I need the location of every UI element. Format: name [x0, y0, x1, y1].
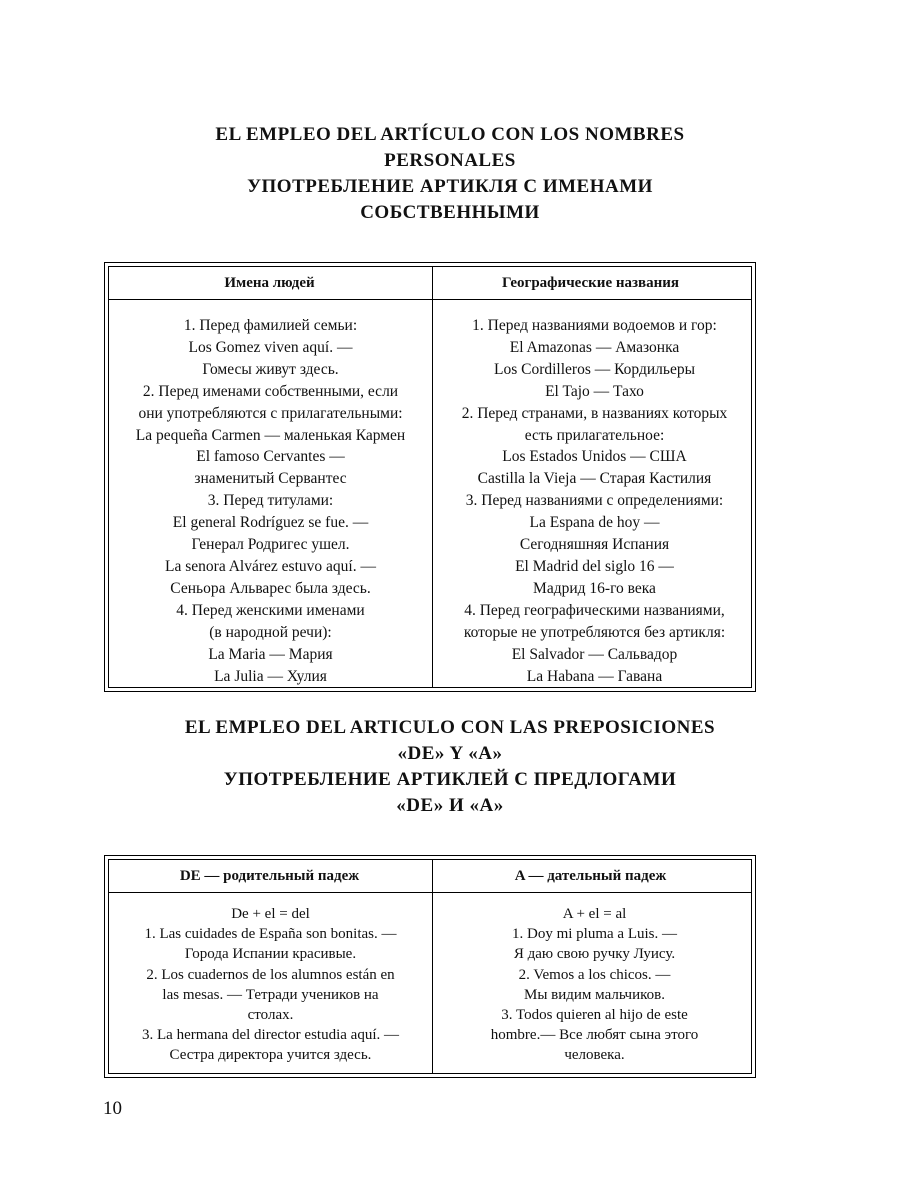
table-header: [109, 860, 751, 893]
table-line: 1. Перед фамилией семьи:: [183, 317, 358, 334]
table-line: La senora Alvárez estuvo aquí. —: [165, 557, 376, 575]
header-people-names: Имена людей: [224, 275, 315, 291]
table-line: 3. Перед титулами:: [207, 492, 334, 510]
table-line: Сеньора Альварес была здесь.: [170, 579, 371, 597]
header-a-dative: A — дательный падеж: [514, 868, 667, 884]
table-line: (в народной речи):: [209, 623, 332, 641]
table-line: 3. La hermana del director estudia aquí. —: [142, 1027, 399, 1044]
table-line: 4. Перед женскими именами: [176, 601, 365, 619]
geographic-names-column: [433, 315, 756, 687]
table-line: Генерал Родригес ушел.: [191, 536, 350, 554]
table-line: 3. Todos quieren al hijo de este: [501, 1007, 688, 1024]
table-line: El Tajo — Тахо: [545, 382, 644, 400]
table-line: hombre.— Все любят сына этого: [490, 1027, 699, 1044]
table-line: De + el = del: [231, 906, 310, 922]
table-line: Castilla la Vieja — Старая Кастилия: [477, 470, 712, 488]
table-line: Сегодняшняя Испания: [519, 536, 670, 554]
table-header: [109, 267, 751, 300]
table-line: El Madrid del siglo 16 —: [515, 557, 674, 575]
header-geographic-names: Географические названия: [501, 275, 680, 291]
table-line: Los Gomez viven aquí. —: [188, 338, 353, 356]
table-line: столах.: [247, 1007, 294, 1024]
table-line: 2. Перед странами, в названиях которых: [461, 404, 728, 422]
people-names-column: [109, 315, 432, 687]
table-line: El famoso Cervantes —: [196, 448, 345, 466]
table-line: Города Испании красивые.: [184, 946, 357, 963]
table-line: A + el = al: [562, 906, 627, 922]
table-line: El general Rodríguez se fue. —: [172, 514, 369, 532]
table-line: 1. Перед названиями водоемов и гор:: [472, 317, 717, 334]
header-de-genitive: DE — родительный падеж: [179, 868, 360, 884]
table-line: человека.: [564, 1047, 625, 1064]
table-line: La Maria — Мария: [208, 645, 333, 663]
table-line: 1. Las cuidades de España son bonitas. —: [144, 926, 397, 943]
section1-title-ru-line1: УПОТРЕБЛЕНИЕ АРТИКЛЯ С ИМЕНАМИ: [247, 176, 653, 197]
a-column: [433, 904, 756, 1066]
table-line: 4. Перед географическими названиями,: [464, 601, 725, 619]
table-line: Los Estados Unidos — США: [502, 448, 687, 466]
section1-title-es-line1: EL EMPLEO DEL ARTÍCULO CON LOS NOMBRES: [215, 124, 685, 145]
table-line: есть прилагательное:: [524, 426, 665, 444]
table-line: 2. Los cuadernos de los alumnos están en: [146, 966, 395, 983]
page-number: 10: [103, 1098, 122, 1119]
section2-title-es-line2: «DE» Y «A»: [397, 743, 503, 764]
table-line: La pequeña Carmen — маленькая Кармен: [135, 426, 406, 444]
table-line: Сестра директора учится здесь.: [169, 1047, 372, 1064]
section1-title-es-line2: PERSONALES: [384, 150, 516, 171]
section2-title-es-line1: EL EMPLEO DEL ARTICULO CON LAS PREPOSICIONES: [184, 717, 716, 738]
table-line: las mesas. — Тетради учеников на: [162, 986, 379, 1003]
table-line: El Salvador — Сальвадор: [511, 645, 678, 663]
table-line: они употребляются с прилагательными:: [138, 404, 403, 422]
table-line: Я даю свою ручку Луису.: [513, 946, 676, 963]
table-line: Мы видим мальчиков.: [524, 986, 665, 1003]
table-line: Гомесы живут здесь.: [202, 360, 339, 378]
section2-title-ru-line2: «DE» И «A»: [396, 795, 504, 816]
table-line: знаменитый Сервантес: [194, 470, 347, 488]
section2-title: [0, 715, 900, 819]
table-line: Мадрид 16-го века: [533, 579, 656, 597]
table-line: La Habana — Гавана: [526, 667, 663, 685]
table-line: которые не употребляются без артикля:: [463, 623, 726, 641]
section1-title-ru-line2: СОБСТВЕННЫМИ: [360, 202, 540, 223]
section2-title-ru-line1: УПОТРЕБЛЕНИЕ АРТИКЛЕЙ С ПРЕДЛОГАМИ: [223, 769, 677, 790]
table-line: 1. Doy mi pluma a Luis. —: [512, 926, 677, 943]
section1-title: [0, 122, 900, 226]
table-line: 2. Перед именами собственными, если: [142, 382, 399, 400]
prepositions-table: [104, 855, 756, 1078]
table-line: 3. Перед названиями с определениями:: [465, 492, 724, 510]
table-line: La Julia — Хулия: [214, 667, 327, 685]
table-line: La Espana de hoy —: [529, 514, 660, 532]
de-column: [109, 904, 432, 1066]
table-line: Los Cordilleros — Кордильеры: [493, 360, 695, 378]
table-line: El Amazonas — Амазонка: [509, 338, 680, 356]
table-line: 2. Vemos a los chicos. —: [518, 966, 671, 983]
proper-names-table: [104, 262, 756, 692]
